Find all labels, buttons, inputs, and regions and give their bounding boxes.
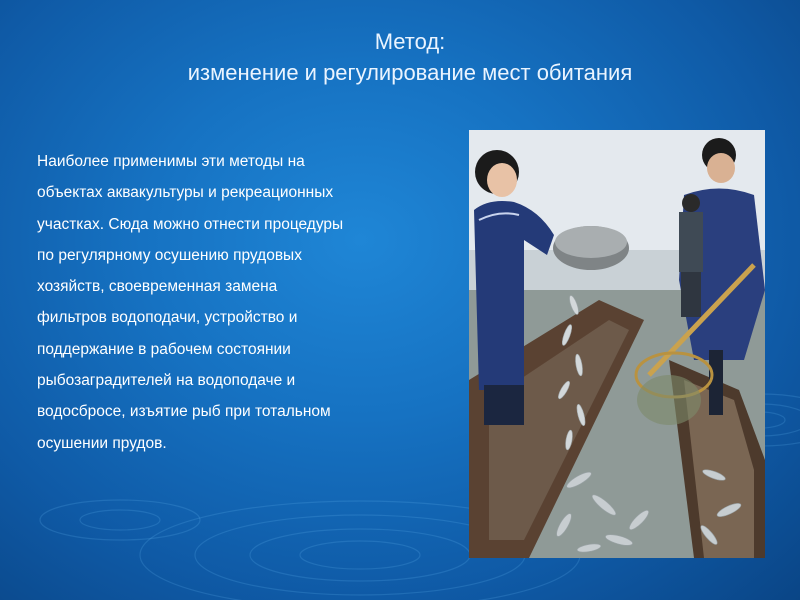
body-line: рыбозаградителей на водоподаче и [37,372,296,390]
body-line: поддержание в рабочем состоянии [37,340,291,358]
fish-harvest-photo [469,130,765,558]
body-line: водосбросе, изъятие рыб при тотальном [37,403,331,421]
slide-title-line-1: Метод: [374,29,446,54]
body-line: осушении прудов. [37,434,167,452]
body-line: Наиболее применимы эти методы на [37,153,305,170]
slide-title [100,26,720,88]
slide-title-line-2: изменение и регулирование мест обитания [187,60,633,85]
body-line: участках. Сюда можно отнести процедуры [37,215,344,233]
slide-body-paragraph [37,146,447,459]
body-line: объектах аквакультуры и рекреационных [37,184,334,202]
body-line: фильтров водоподачи, устройство и [37,309,298,327]
body-line: хозяйств, своевременная замена [37,278,278,296]
body-line: по регулярному осушению прудовых [37,246,302,264]
